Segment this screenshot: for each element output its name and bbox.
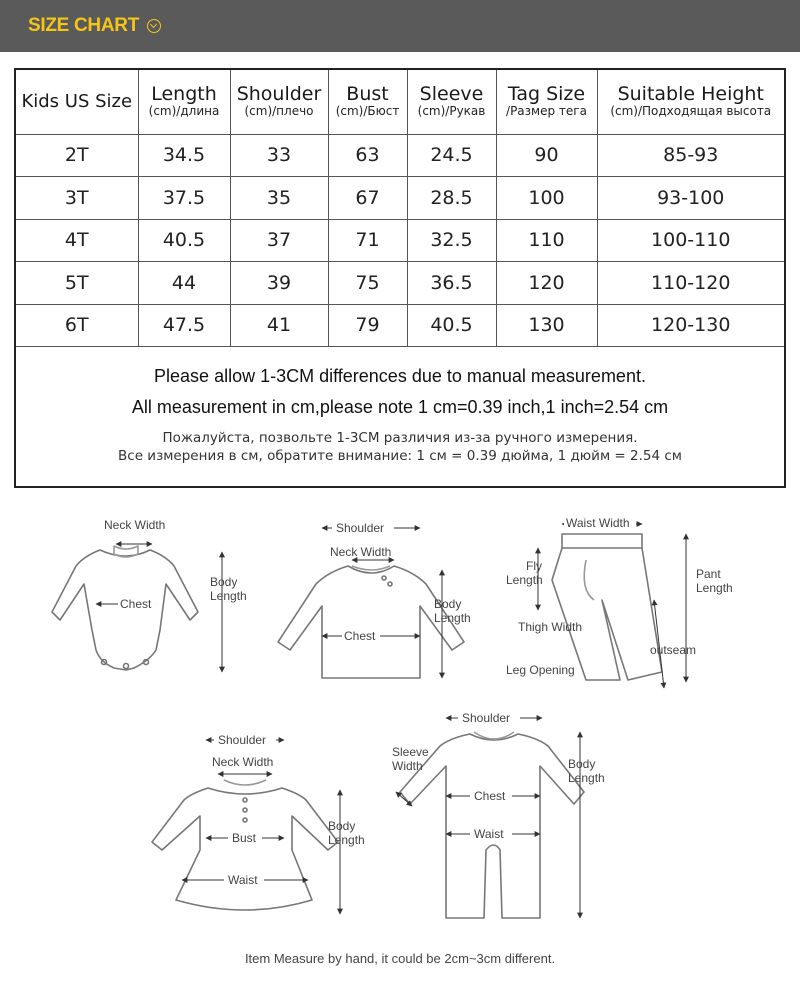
- cell-length: 40.5: [138, 219, 230, 262]
- label-bodysuit-chest: Chest: [120, 597, 152, 611]
- label-dress-bust: Bust: [232, 831, 257, 845]
- label-pants-waist-width: Waist Width: [566, 516, 630, 530]
- table-row: [16, 134, 784, 177]
- cell-bust: 63: [328, 134, 407, 177]
- header-shoulder: Shoulder (cm)/плечо: [230, 70, 328, 134]
- cell-size: 5T: [16, 262, 138, 305]
- label-pants-leg-opening: Leg Opening: [506, 663, 575, 677]
- label-romper-length: Length: [568, 771, 605, 785]
- label-romper-sleeve-width: Width: [392, 759, 423, 773]
- cell-bust: 71: [328, 219, 407, 262]
- table-row: [16, 262, 784, 305]
- table-row: [16, 177, 784, 220]
- measurement-diagrams: [0, 500, 800, 970]
- label-pants-fly-length: Length: [506, 573, 543, 587]
- size-chart-banner: [0, 0, 800, 52]
- label-shirt-length: Length: [434, 611, 471, 625]
- header-suitable-height: Suitable Height (cm)/Подходящая высота: [597, 70, 784, 134]
- cell-shoulder: 41: [230, 304, 328, 347]
- cell-height: 120-130: [597, 304, 784, 347]
- table-header-row: [16, 70, 784, 134]
- cell-sleeve: 36.5: [407, 262, 496, 305]
- label-pants-pant-length: Length: [696, 581, 733, 595]
- cell-sleeve: 32.5: [407, 219, 496, 262]
- header-sleeve: Sleeve (cm)/Рукав: [407, 70, 496, 134]
- measurement-notes: [16, 344, 784, 486]
- cell-tag-size: 130: [496, 304, 597, 347]
- cell-shoulder: 33: [230, 134, 328, 177]
- label-bodysuit-neck-width: Neck Width: [104, 518, 166, 532]
- label-bodysuit-length: Length: [210, 589, 247, 603]
- label-romper-sleeve: Sleeve: [392, 745, 429, 759]
- cell-shoulder: 39: [230, 262, 328, 305]
- header-kids-us-size: Kids US Size: [16, 70, 138, 134]
- label-pants-thigh-width: Thigh Width: [518, 620, 583, 634]
- cell-tag-size: 110: [496, 219, 597, 262]
- cell-bust: 75: [328, 262, 407, 305]
- header-length: Length (cm)/длина: [138, 70, 230, 134]
- label-dress-body: Body: [328, 819, 356, 833]
- cell-size: 2T: [16, 134, 138, 177]
- cell-size: 4T: [16, 219, 138, 262]
- label-shirt-shoulder: Shoulder: [336, 521, 385, 535]
- label-shirt-body: Body: [434, 597, 462, 611]
- cell-length: 44: [138, 262, 230, 305]
- label-pants-fly: Fly: [526, 559, 542, 573]
- label-bodysuit-body: Body: [210, 575, 238, 589]
- cell-length: 34.5: [138, 134, 230, 177]
- label-dress-neck-width: Neck Width: [212, 755, 274, 769]
- table-row: [16, 304, 784, 347]
- cell-height: 110-120: [597, 262, 784, 305]
- cell-sleeve: 40.5: [407, 304, 496, 347]
- cell-length: 37.5: [138, 177, 230, 220]
- size-table: [16, 70, 784, 347]
- chevron-down-circle-icon: [147, 19, 161, 33]
- label-romper-body: Body: [568, 757, 596, 771]
- cell-shoulder: 35: [230, 177, 328, 220]
- cell-shoulder: 37: [230, 219, 328, 262]
- label-pants-pant: Pant: [696, 567, 721, 581]
- label-shirt-chest: Chest: [344, 629, 376, 643]
- diagrams-svg: [0, 500, 800, 970]
- cell-tag-size: 100: [496, 177, 597, 220]
- romper-diagram: [400, 732, 584, 918]
- cell-height: 93-100: [597, 177, 784, 220]
- pants-diagram: [552, 534, 662, 680]
- table-row: [16, 219, 784, 262]
- note-russian-2: Все измерения в см, обратите внимание: 1 см = 0.39 дюйма, 1 дюйм = 2.54 см: [118, 448, 682, 464]
- header-bust: Bust (cm)/Бюст: [328, 70, 407, 134]
- banner-title: SIZE CHART: [28, 15, 140, 36]
- label-pants-outseam: outseam: [650, 643, 697, 657]
- footnote: Item Measure by hand, it could be 2cm~3cm different.: [244, 951, 556, 966]
- cell-bust: 67: [328, 177, 407, 220]
- cell-tag-size: 120: [496, 262, 597, 305]
- label-dress-shoulder: Shoulder: [218, 733, 267, 747]
- header-tag-size: Tag Size /Размер тега: [496, 70, 597, 134]
- cell-height: 85-93: [597, 134, 784, 177]
- label-romper-shoulder: Shoulder: [462, 711, 511, 725]
- label-romper-waist: Waist: [474, 827, 504, 841]
- cell-size: 3T: [16, 177, 138, 220]
- size-table-container: [14, 68, 786, 488]
- cell-size: 6T: [16, 304, 138, 347]
- note-english-1: Please allow 1-3CM differences due to manual measurement.: [154, 366, 646, 386]
- label-dress-waist: Waist: [228, 873, 258, 887]
- note-russian-1: Пожалуйста, позвольте 1-3CM различия из-за ручного измерения.: [162, 430, 638, 446]
- label-romper-chest: Chest: [474, 789, 506, 803]
- note-english-2: All measurement in cm,please note 1 cm=0.39 inch,1 inch=2.54 cm: [131, 397, 669, 417]
- cell-sleeve: 28.5: [407, 177, 496, 220]
- cell-bust: 79: [328, 304, 407, 347]
- dress-diagram: [152, 780, 338, 910]
- label-dress-length: Length: [328, 833, 365, 847]
- label-shirt-neck-width: Neck Width: [330, 545, 392, 559]
- cell-tag-size: 90: [496, 134, 597, 177]
- cell-sleeve: 24.5: [407, 134, 496, 177]
- cell-length: 47.5: [138, 304, 230, 347]
- cell-height: 100-110: [597, 219, 784, 262]
